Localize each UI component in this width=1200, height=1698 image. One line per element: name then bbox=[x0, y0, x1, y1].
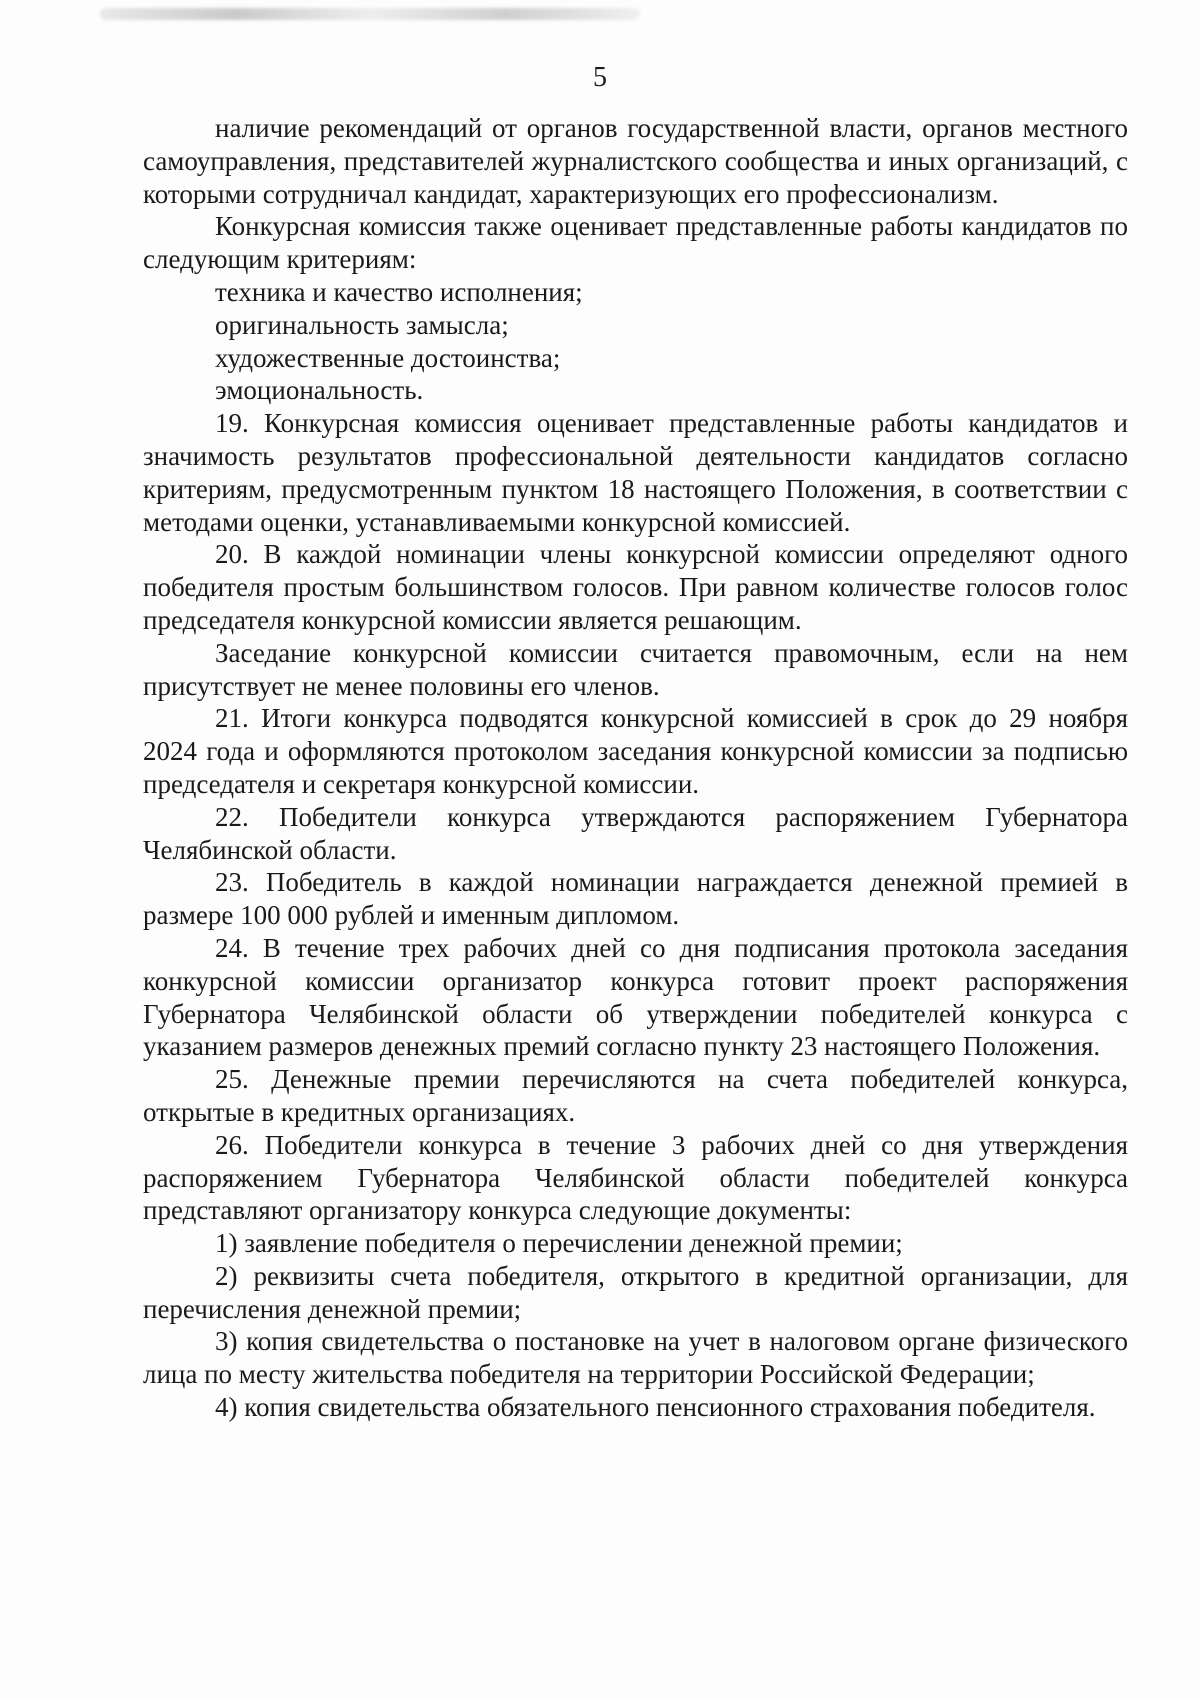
paragraph: Конкурсная комиссия также оценивает представленные работы кандидатов по следующим критериям: bbox=[143, 211, 1128, 275]
document-body bbox=[143, 112, 1128, 1424]
paragraph: наличие рекомендаций от органов государственной власти, органов местного самоуправления, представителей журналистского сообщества и иных организаций, с которыми сотрудничал кандидат, характеризующих его профессионализм. bbox=[143, 113, 1128, 209]
document-list-item: 2) реквизиты счета победителя, открытого в кредитной организации, для перечисления денежной премии; bbox=[143, 1260, 1128, 1324]
paragraph: 22. Победители конкурса утверждаются распоряжением Губернатора Челябинской области. bbox=[143, 801, 1128, 865]
scan-artifact bbox=[100, 8, 640, 20]
paragraph: Заседание конкурсной комиссии считается правомочным, если на нем присутствует не менее половины его членов. bbox=[143, 637, 1128, 701]
paragraph: 19. Конкурсная комиссия оценивает представленные работы кандидатов и значимость результатов профессиональной деятельности кандидатов согласно критериям, предусмотренным пунктом 18 настоящего Положения, в соответствии с методами оценки, устанавливаемыми конкурсной комиссией. bbox=[143, 408, 1128, 537]
paragraph: 20. В каждой номинации члены конкурсной комиссии определяют одного победителя простым большинством голосов. При равном количестве голосов голос председателя конкурсной комиссии является решающим. bbox=[143, 539, 1128, 635]
paragraph: 24. В течение трех рабочих дней со дня подписания протокола заседания конкурсной комиссии организатор конкурса готовит проект распоряжения Губернатора Челябинской области об утверждении победителей конкурса с указанием размеров денежных премий согласно пункту 23 настоящего Положения. bbox=[143, 932, 1128, 1062]
paragraph: 23. Победитель в каждой номинации награждается денежной премией в размере 100 000 рублей и именным дипломом. bbox=[143, 867, 1128, 931]
paragraph: 26. Победители конкурса в течение 3 рабочих дней со дня утверждения распоряжением Губернатора Челябинской области победителей конкурса представляют организатору конкурса следующие документы: bbox=[143, 1129, 1128, 1226]
criteria-item: техника и качество исполнения; bbox=[215, 276, 583, 307]
criteria-item: эмоциональность. bbox=[215, 375, 424, 406]
document-list-item: 4) копия свидетельства обязательного пенсионного страхования победителя. bbox=[215, 1392, 1096, 1423]
paragraph: 25. Денежные премии перечисляются на счета победителей конкурса, открытые в кредитных организациях. bbox=[143, 1064, 1128, 1127]
document-list-item: 1) заявление победителя о перечислении денежной премии; bbox=[215, 1228, 903, 1259]
criteria-item: художественные достоинства; bbox=[215, 342, 561, 373]
page-number: 5 bbox=[593, 62, 607, 93]
document-list-item: 3) копия свидетельства о постановке на учет в налоговом органе физического лица по месту жительства победителя на территории Российской Федерации; bbox=[143, 1326, 1128, 1390]
criteria-item: оригинальность замысла; bbox=[215, 309, 509, 340]
paragraph: 21. Итоги конкурса подводятся конкурсной комиссией в срок до 29 ноября 2024 года и оформляются протоколом заседания конкурсной комиссии за подписью председателя и секретаря конкурсной комиссии. bbox=[143, 703, 1128, 799]
